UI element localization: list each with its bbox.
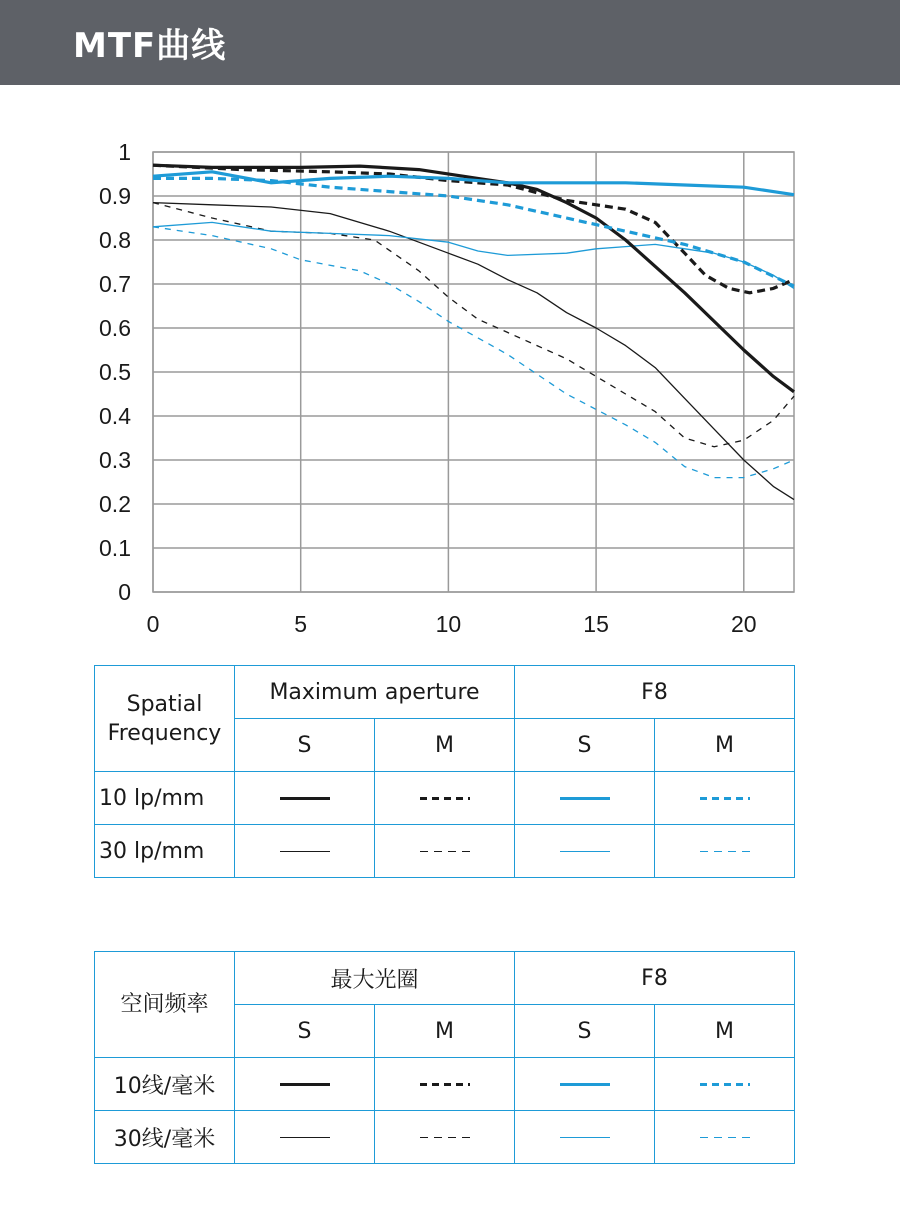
col-header-s: S xyxy=(515,1005,655,1058)
corner-label-line2: Frequency xyxy=(107,720,222,746)
corner-label-line1: Spatial xyxy=(126,691,203,717)
y-tick-label: 0.5 xyxy=(99,359,131,385)
legend-sample-max-30-s xyxy=(235,825,375,878)
y-tick-label: 0.9 xyxy=(99,183,131,209)
col-header-s: S xyxy=(235,719,375,772)
legend-sample-f8-10-m xyxy=(655,772,795,825)
y-tick-label: 0.7 xyxy=(99,271,131,297)
legend-sample-max-10-m xyxy=(375,772,515,825)
y-tick-label: 0.4 xyxy=(99,403,131,429)
legend-sample-f8-30-m xyxy=(655,825,795,878)
legend-sample-max-30-s xyxy=(235,1111,375,1164)
y-tick-label: 0 xyxy=(118,579,131,605)
x-tick-label: 20 xyxy=(730,611,757,637)
col-header-m: M xyxy=(375,719,515,772)
col-header-s: S xyxy=(515,719,655,772)
group-header-f8: F8 xyxy=(515,666,795,719)
legend-sample-f8-10-m xyxy=(655,1058,795,1111)
series-line-max-30-M xyxy=(153,203,794,447)
x-tick-label: 15 xyxy=(583,611,609,637)
page-title: MTF曲线 xyxy=(73,26,227,66)
col-header-m: M xyxy=(655,719,795,772)
y-tick-label: 0.2 xyxy=(99,491,131,517)
group-header-max-aperture: 最大光圈 xyxy=(235,952,515,1005)
legend-sample-f8-30-s xyxy=(515,1111,655,1164)
legend-table-cn xyxy=(94,951,795,1164)
col-header-m: M xyxy=(655,1005,795,1058)
series-line-max-10-S xyxy=(153,165,794,392)
group-header-f8: F8 xyxy=(515,952,795,1005)
corner-label xyxy=(95,666,235,772)
legend-sample-f8-30-m xyxy=(655,1111,795,1164)
legend-sample-f8-10-s xyxy=(515,1058,655,1111)
x-tick-label: 10 xyxy=(435,611,462,637)
legend-sample-f8-10-s xyxy=(515,772,655,825)
legend-sample-max-10-s xyxy=(235,1058,375,1111)
legend-sample-max-30-m xyxy=(375,825,515,878)
group-header-max-aperture: Maximum aperture xyxy=(235,666,515,719)
series-line-f8-10-S xyxy=(153,172,794,195)
col-header-m: M xyxy=(375,1005,515,1058)
mtf-chart xyxy=(0,120,900,650)
y-tick-label: 0.3 xyxy=(99,447,131,473)
y-tick-label: 1 xyxy=(118,139,131,165)
legend-sample-max-10-s xyxy=(235,772,375,825)
series-line-f8-30-S xyxy=(153,222,794,288)
y-tick-label: 0.1 xyxy=(99,535,131,561)
legend-sample-f8-30-s xyxy=(515,825,655,878)
corner-label: 空间频率 xyxy=(95,952,235,1058)
row-label-10: 10线/毫米 xyxy=(95,1058,235,1111)
y-tick-label: 0.8 xyxy=(99,227,131,253)
legend-sample-max-10-m xyxy=(375,1058,515,1111)
col-header-s: S xyxy=(235,1005,375,1058)
x-tick-label: 5 xyxy=(294,611,308,637)
header-bar xyxy=(0,0,900,85)
row-label-30: 30 lp/mm xyxy=(95,825,235,878)
row-label-10: 10 lp/mm xyxy=(95,772,235,825)
legend-sample-max-30-m xyxy=(375,1111,515,1164)
legend-table-en xyxy=(94,665,795,878)
x-tick-label: 0 xyxy=(146,611,160,637)
series-line-f8-10-M xyxy=(153,178,794,286)
y-tick-label: 0.6 xyxy=(99,315,131,341)
row-label-30: 30线/毫米 xyxy=(95,1111,235,1164)
series-line-f8-30-M xyxy=(153,227,794,478)
